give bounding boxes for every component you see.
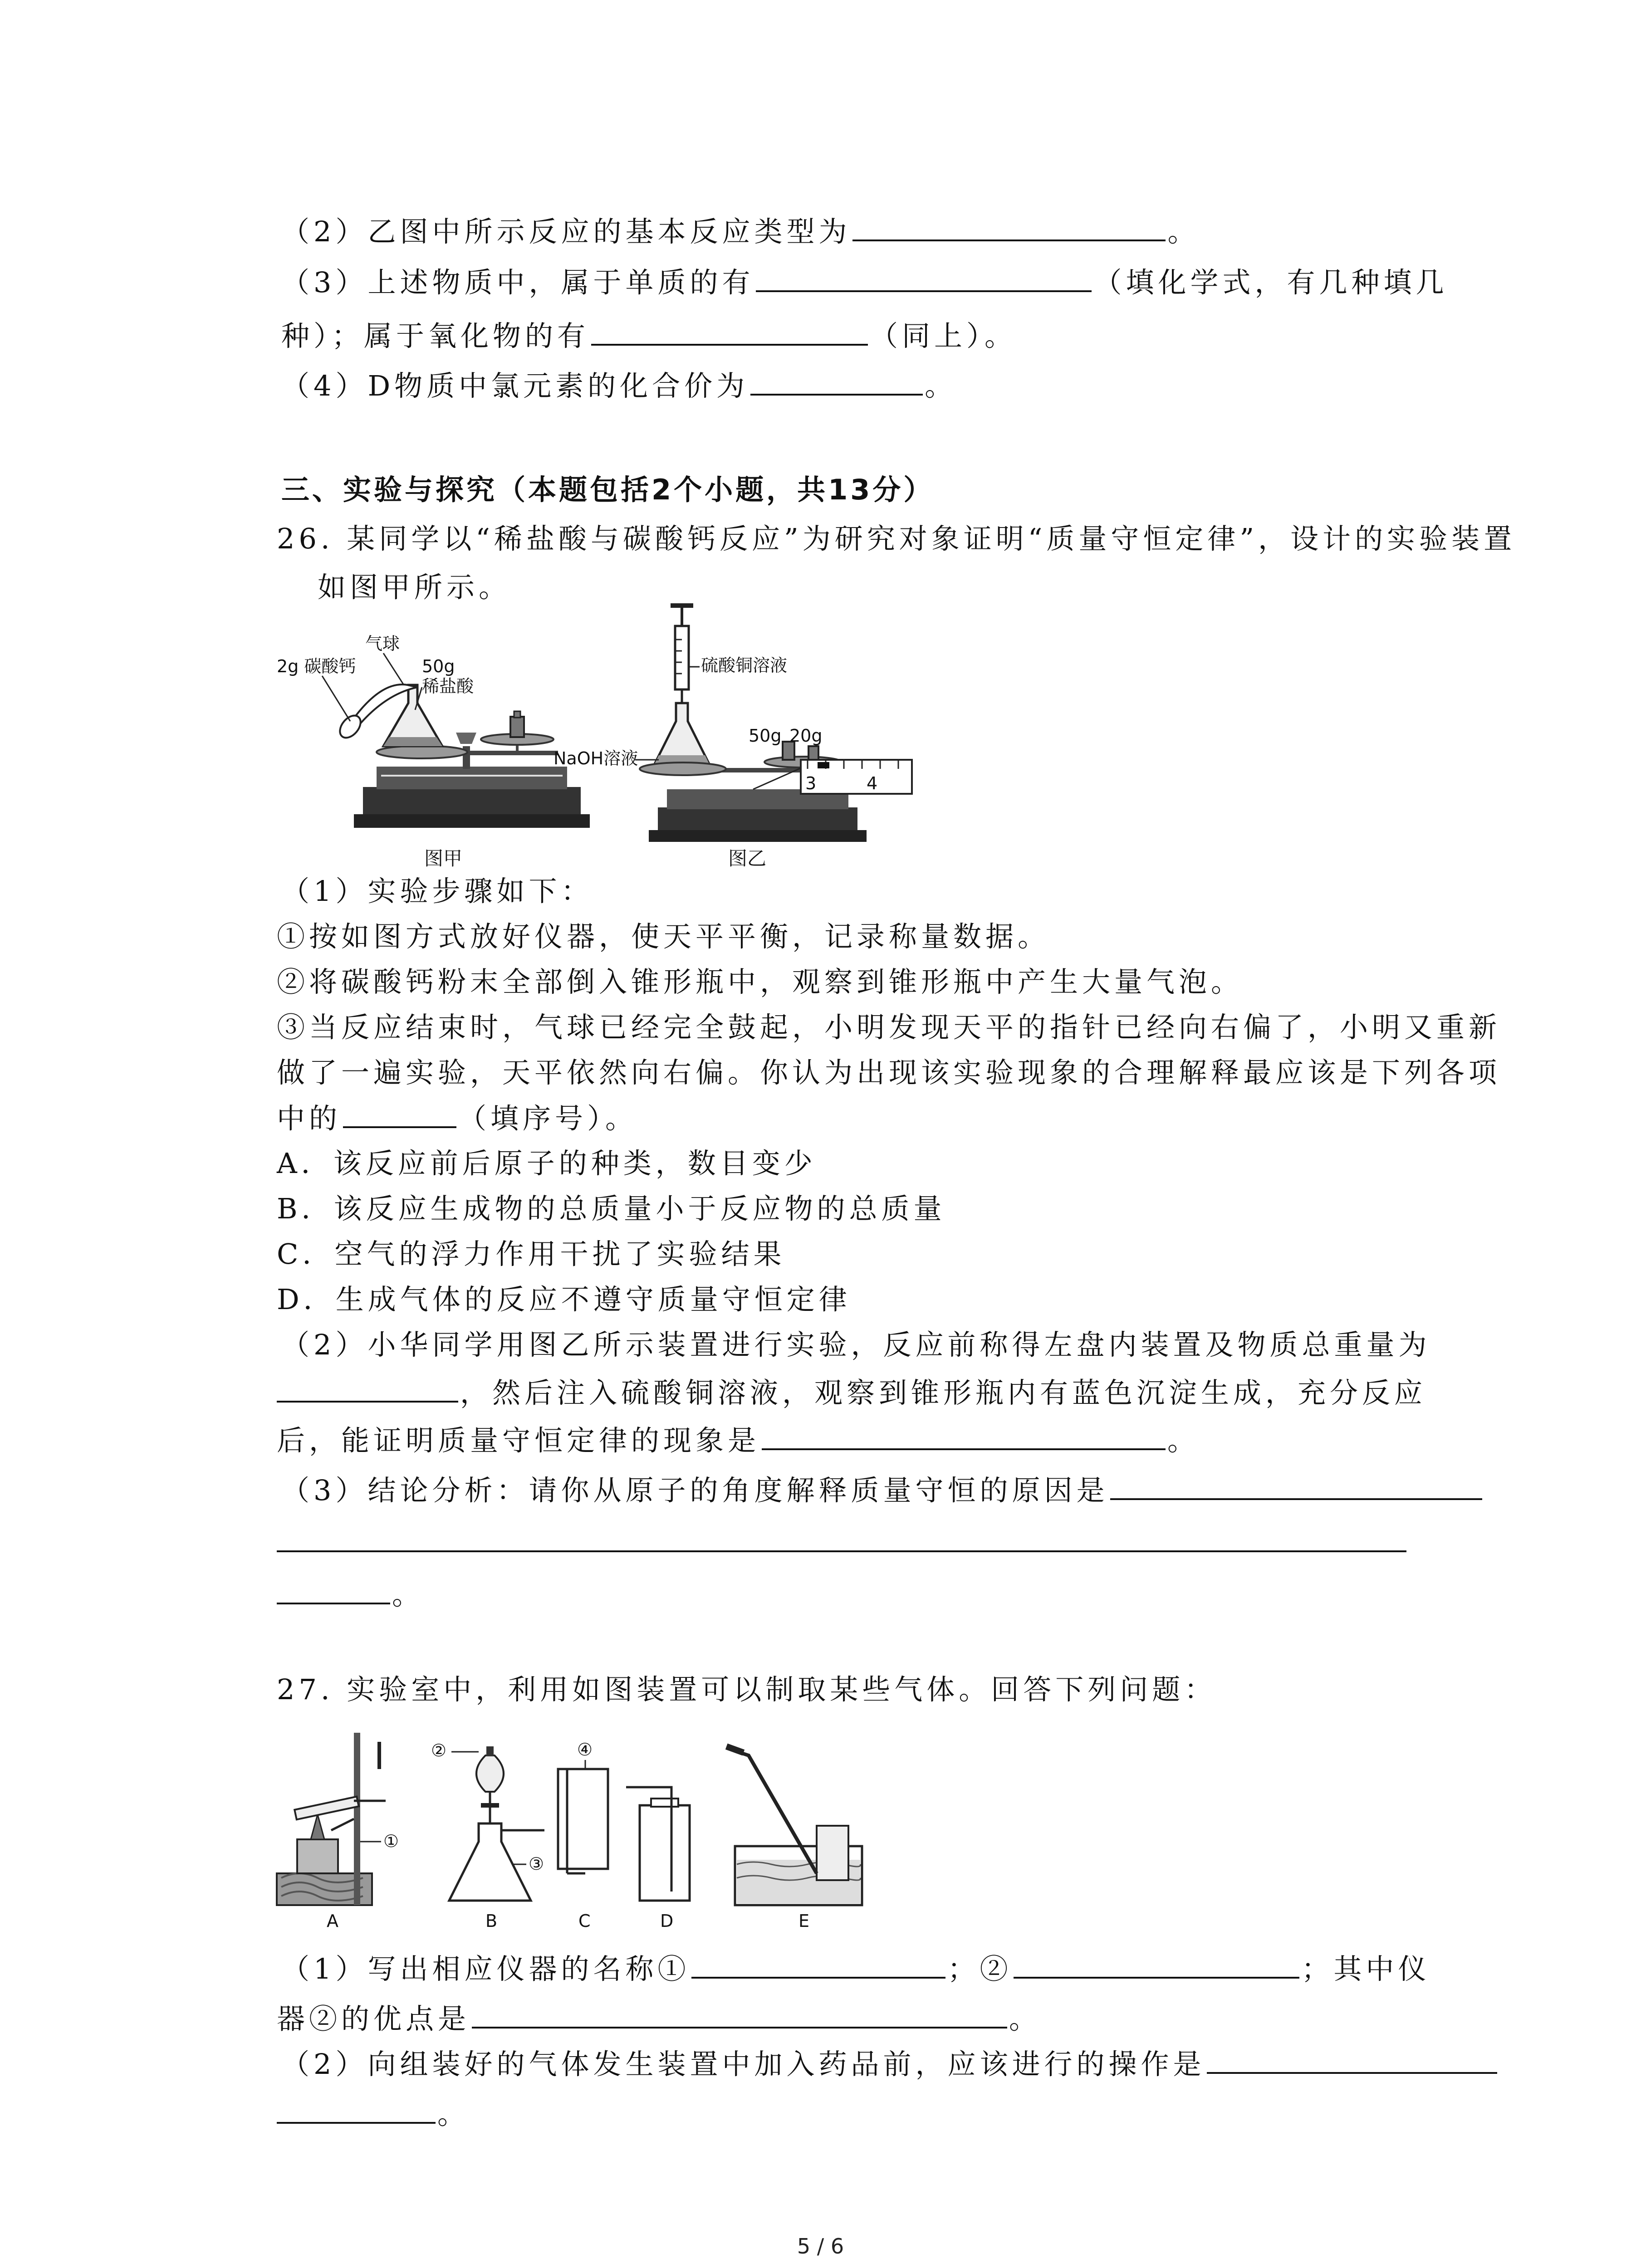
- q25-part4: [281, 367, 957, 404]
- answer-blank[interactable]: [277, 2096, 436, 2124]
- option-b: B．该反应生成物的总质量小于反应物的总质量: [277, 1192, 946, 1225]
- page-number: 5 / 6: [797, 2234, 844, 2258]
- answer-blank[interactable]: [762, 1422, 1166, 1450]
- q25-part2: [281, 213, 1200, 250]
- label-d: D: [660, 1911, 674, 1931]
- caption-yi: 图乙: [728, 847, 767, 870]
- option-c: C．空气的浮力作用干扰了实验结果: [277, 1237, 786, 1271]
- answer-blank[interactable]: [750, 367, 923, 396]
- q26-p2-line1: （2）小华同学用图乙所示装置进行实验，反应前称得左盘内装置及物质总重量为: [281, 1328, 1431, 1361]
- q25-p3-text-2: 种）；属于氧化物的有: [281, 319, 590, 352]
- label-e: E: [798, 1911, 810, 1931]
- q27-p1-text-c: ；其中仪: [1301, 1952, 1430, 1985]
- q26-p3-line3: [277, 1576, 424, 1613]
- q27-p2-text: （2）向组装好的气体发生装置中加入药品前，应该进行的操作是: [281, 2048, 1205, 2081]
- q26-p2-text: ，然后注入硫酸铜溶液，观察到锥形瓶内有蓝色沉淀生成，充分反应: [460, 1376, 1427, 1409]
- figure-jia: [272, 631, 590, 839]
- answer-blank[interactable]: [852, 213, 1166, 241]
- q25-p4-end: 。: [925, 369, 957, 402]
- q25-part3-line1: [281, 264, 1448, 301]
- q27-stem: 27. 实验室中，利用如图装置可以制取某些气体。回答下列问题：: [277, 1673, 1217, 1706]
- q27-p1-end: 。: [1009, 2002, 1042, 2035]
- q25-p2-text: （2）乙图中所示反应的基本反应类型为: [281, 215, 851, 248]
- q26-p3-text: （3）结论分析：请你从原子的角度解释质量守恒的原因是: [281, 1474, 1109, 1507]
- mark-4: ④: [577, 1740, 593, 1760]
- answer-blank[interactable]: [691, 1950, 945, 1979]
- q25-p3-text-2-after: （同上）。: [870, 319, 1017, 352]
- q26-step1: ①按如图方式放好仪器，使天平平衡，记录称量数据。: [277, 920, 1050, 953]
- q26-step2: ②将碳酸钙粉末全部倒入锥形瓶中，观察到锥形瓶中产生大量气泡。: [277, 965, 1244, 998]
- label-caco3: 2g 碳酸钙: [277, 656, 356, 676]
- answer-blank[interactable]: [1207, 2046, 1497, 2074]
- q26-step3-text: 中的: [277, 1102, 342, 1135]
- label-a: A: [327, 1911, 338, 1931]
- answer-blank[interactable]: [591, 318, 868, 346]
- q26-p3-end: 。: [392, 1578, 425, 1611]
- label-20g: 20g: [789, 726, 823, 746]
- label-balloon: 气球: [365, 634, 400, 654]
- label-50g: 50g: [422, 656, 455, 676]
- answer-blank[interactable]: [343, 1100, 456, 1128]
- q25-p3-text: （3）上述物质中，属于单质的有: [281, 266, 754, 299]
- q26-step3-line2: 做了一遍实验，天平依然向右偏。你认为出现该实验现象的合理解释最应该是下列各项: [277, 1056, 1501, 1089]
- mark-2: ②: [431, 1740, 447, 1760]
- answer-blank[interactable]: [277, 1524, 1406, 1552]
- option-d: D．生成气体的反应不遵守质量守恒定律: [277, 1283, 851, 1316]
- label-b: B: [485, 1911, 498, 1931]
- q26-p2-line3: [277, 1422, 1200, 1459]
- answer-blank[interactable]: [756, 264, 1092, 292]
- q27-p2-end: 。: [437, 2097, 470, 2131]
- q27-p2-line2: [277, 2096, 470, 2132]
- q26-p3-line2: [277, 1524, 1408, 1561]
- caption-jia: 图甲: [424, 847, 463, 870]
- q26-p3-line1: [281, 1472, 1484, 1509]
- label-c: C: [578, 1911, 591, 1931]
- answer-blank[interactable]: [472, 2000, 1007, 2028]
- q26-p1-title: （1）实验步骤如下：: [281, 875, 593, 908]
- scale-label-3: 3: [805, 773, 817, 793]
- q25-p4-text: （4）D物质中氯元素的化合价为: [281, 369, 749, 402]
- q26-p2-end: 。: [1167, 1424, 1200, 1457]
- q26-step3-line3: [277, 1100, 637, 1137]
- q27-p1-text-a: （1）写出相应仪器的名称①: [281, 1952, 690, 1985]
- answer-blank[interactable]: [1014, 1950, 1299, 1979]
- answer-blank[interactable]: [277, 1374, 458, 1403]
- q27-p1-line1: [281, 1950, 1430, 1987]
- q27-p2-line1: [281, 2046, 1499, 2082]
- label-cuso4: 硫酸铜溶液: [701, 655, 788, 675]
- mark-1: ①: [383, 1831, 399, 1851]
- figure-apparatus: [272, 1724, 1007, 1932]
- scale-label-4: 4: [867, 773, 878, 793]
- q25-p2-end: 。: [1167, 215, 1200, 248]
- q27-p1-text-b: ；②: [947, 1952, 1012, 1985]
- label-hcl: 稀盐酸: [422, 676, 474, 696]
- q26-p2-text-3: 后，能证明质量守恒定律的现象是: [277, 1424, 760, 1457]
- answer-blank[interactable]: [1110, 1472, 1482, 1500]
- label-50g: 50g: [749, 726, 782, 746]
- q25-p3-text-after: （填化学式，有几种填几: [1093, 266, 1448, 299]
- q25-part3-line2: [281, 318, 1017, 354]
- q26-p2-line2: [277, 1374, 1426, 1411]
- q26-step3-line1: ③当反应结束时，气球已经完全鼓起，小明发现天平的指针已经向右偏了，小明又重新: [277, 1011, 1501, 1044]
- q26-step3-end: （填序号）。: [458, 1102, 638, 1135]
- answer-blank[interactable]: [277, 1576, 390, 1604]
- mark-3: ③: [529, 1854, 544, 1874]
- figure-yi: [554, 599, 916, 844]
- q27-p1-line2: [277, 2000, 1041, 2037]
- q26-stem-line2: 如图甲所示。: [318, 571, 511, 604]
- section-title: 三、实验与探究（本题包括2个小题，共13分）: [281, 473, 935, 506]
- option-a: A．该反应前后原子的种类，数目变少: [277, 1147, 817, 1180]
- q27-p1-text-2: 器②的优点是: [277, 2002, 470, 2035]
- label-naoh: NaOH溶液: [554, 748, 638, 768]
- q26-stem-line1: 26. 某同学以“稀盐酸与碳酸钙反应”为研究对象证明“质量守恒定律”，设计的实验装置: [277, 522, 1516, 555]
